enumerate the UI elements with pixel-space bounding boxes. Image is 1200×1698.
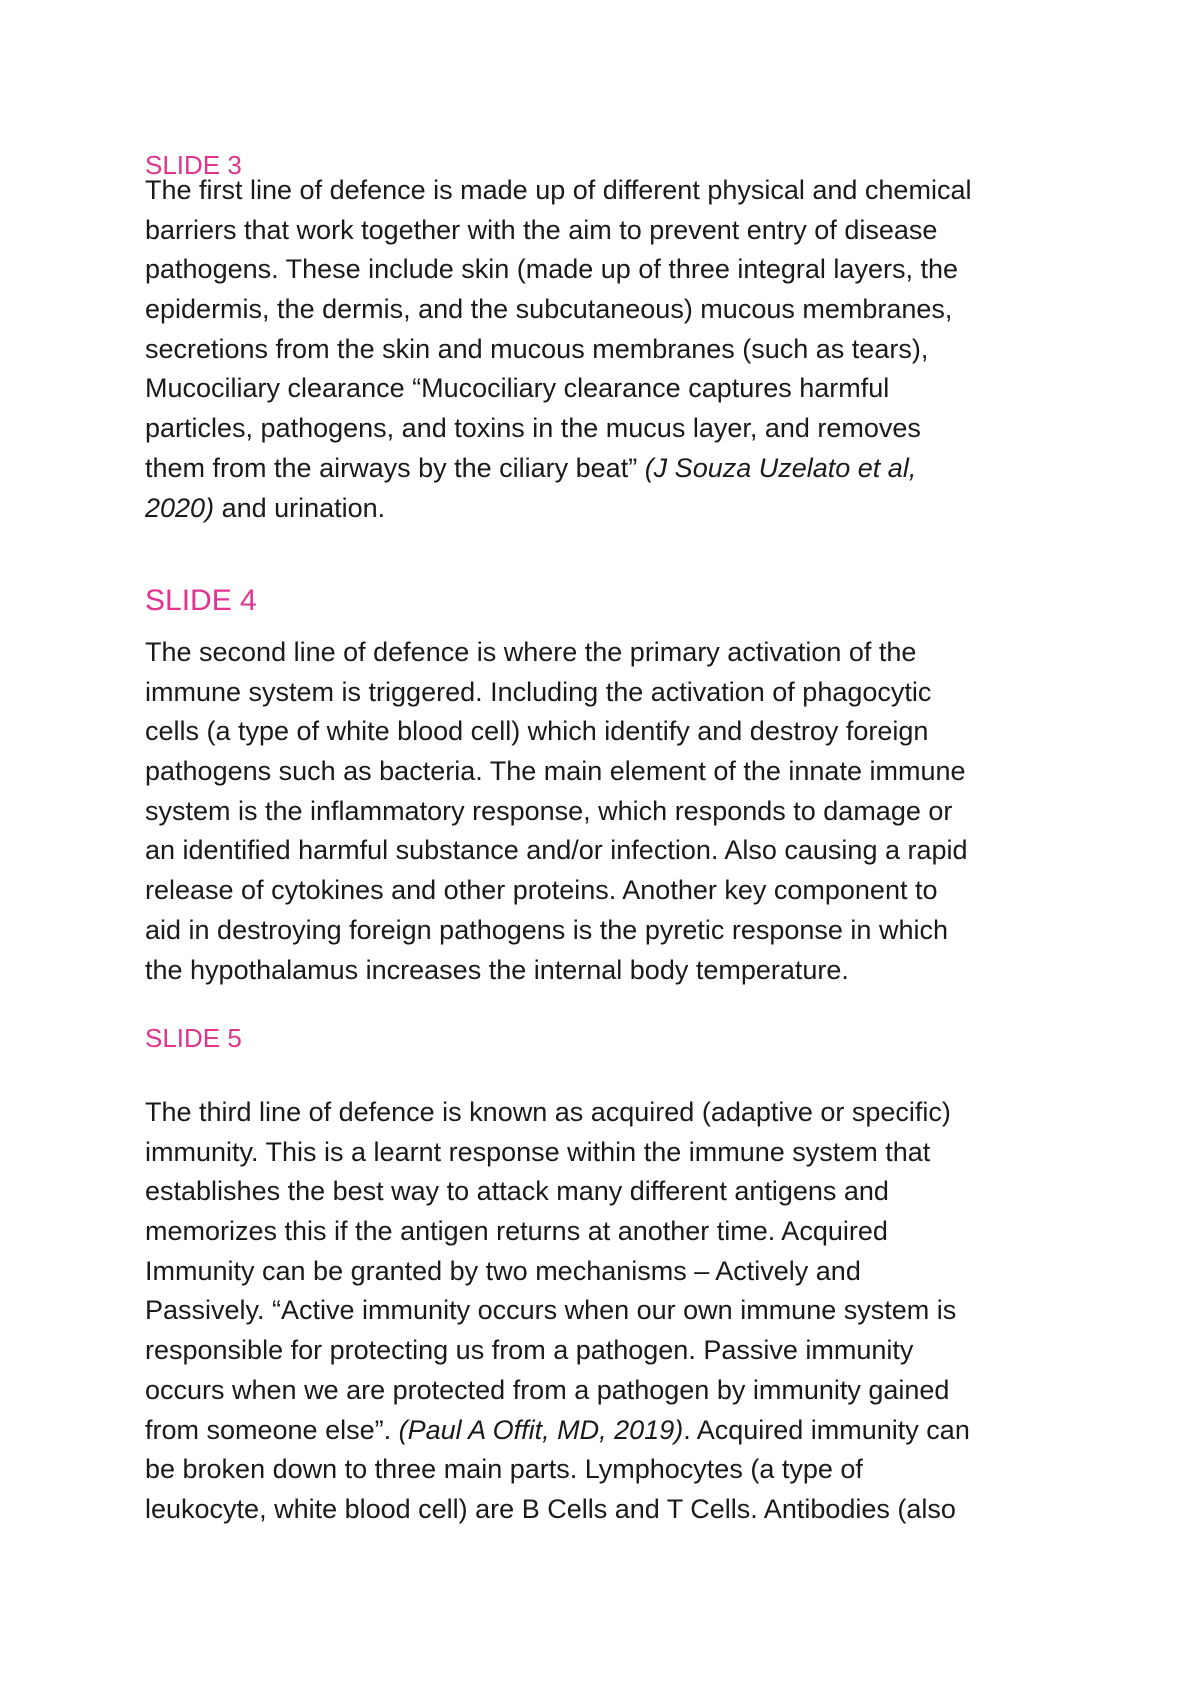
text-span: and urination. [214,492,386,523]
text-line: leukocyte, white blood cell) are B Cells and T Cells. Antibodies (also [145,1493,956,1524]
text-line: particles, pathogens, and toxins in the mucus layer, and removes [145,413,921,444]
text-line: responsible for protecting us from a pathogen. Passive immunity [145,1335,914,1366]
text-line: The third line of defence is known as acquired (adaptive or specific) [145,1097,951,1127]
text-line: the hypothalamus increases the internal body temperature. [145,954,849,985]
text-line: Passively. “Active immunity occurs when our own immune system is [145,1295,957,1326]
slide-5-paragraph [145,1093,970,1530]
text-line [145,449,971,489]
text-line: The second line of defence is where the primary activation of the [145,637,917,667]
text-line: barriers that work together with the aim to prevent entry of disease [145,214,938,245]
slide-4-paragraph [145,633,968,990]
text-line: pathogens. These include skin (made up of three integral layers, the [145,254,958,285]
text-line: Immunity can be granted by two mechanisms – Actively and [145,1255,861,1286]
text-line: Mucociliary clearance “Mucociliary clearance captures harmful [145,373,890,404]
text-line: pathogens such as bacteria. The main element of the innate immune [145,756,966,787]
text-line: be broken down to three main parts. Lymphocytes (a type of [145,1454,863,1485]
text-line: an identified harmful substance and/or infection. Also causing a rapid [145,835,968,866]
text-line: system is the inflammatory response, which responds to damage or [145,795,953,826]
text-line: occurs when we are protected from a pathogen by immunity gained [145,1374,950,1405]
slide-5-heading: SLIDE 5 [145,1023,242,1053]
citation: 2020) [145,492,215,523]
text-span: from someone else”. [145,1414,399,1445]
text-line: immunity. This is a learnt response within the immune system that [145,1136,931,1167]
citation: (Paul A Offit, MD, 2019) [398,1414,684,1445]
text-span: them from the airways by the ciliary beat” [145,452,645,483]
citation: (J Souza Uzelato et al, [644,452,917,483]
slide-3-paragraph [145,171,971,528]
text-span: . Acquired immunity can [683,1414,970,1445]
text-line [145,1411,970,1451]
text-line: epidermis, the dermis, and the subcutaneous) mucous membranes, [145,294,953,325]
text-line: immune system is triggered. Including the activation of phagocytic [145,676,932,707]
slide-4-heading: SLIDE 4 [145,584,257,617]
text-line: establishes the best way to attack many different antigens and [145,1176,889,1207]
slide-3-heading: SLIDE 3 [145,150,242,180]
text-line: The first line of defence is made up of different physical and chemical [145,175,972,205]
text-line: aid in destroying foreign pathogens is the pyretic response in which [145,914,948,945]
text-line: secretions from the skin and mucous membranes (such as tears), [145,333,929,364]
text-line: release of cytokines and other proteins. Another key component to [145,875,938,906]
text-line: cells (a type of white blood cell) which identify and destroy foreign [145,716,929,747]
text-line [145,489,971,529]
text-line: memorizes this if the antigen returns at another time. Acquired [145,1216,888,1247]
